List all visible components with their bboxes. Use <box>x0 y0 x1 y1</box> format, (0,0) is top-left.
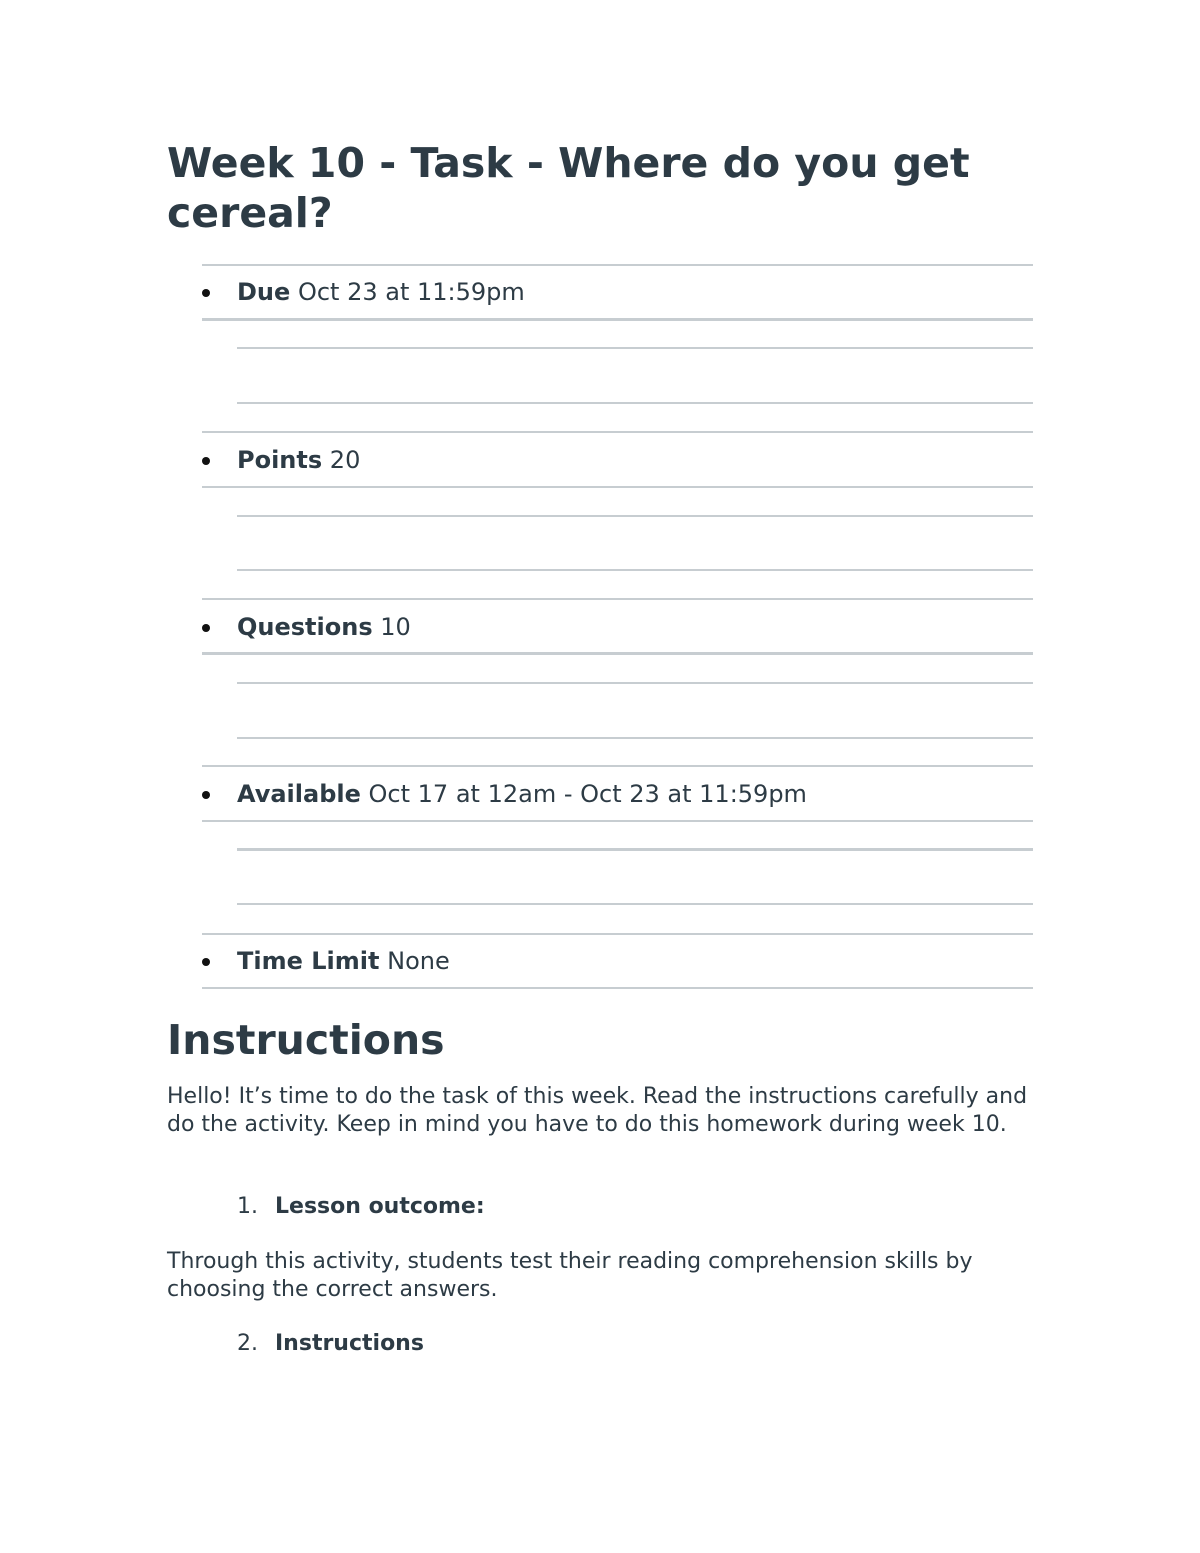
divider <box>237 515 1033 517</box>
detail-label: Points <box>237 446 323 474</box>
divider <box>202 264 1033 266</box>
divider <box>237 903 1033 905</box>
detail-value: None <box>387 947 450 975</box>
instructions-intro: Hello! It’s time to do the task of this week. Read the instructions carefully and do the activity. Keep in mind you have to do this homework during week 10. <box>167 1084 1028 1137</box>
numbered-item-instructions <box>237 1330 424 1358</box>
detail-value: Oct 17 at 12am - Oct 23 at 11:59pm <box>368 780 807 808</box>
detail-item-time-limit <box>202 946 1033 976</box>
detail-label: Time Limit <box>237 947 380 975</box>
detail-value: Oct 23 at 11:59pm <box>297 278 525 306</box>
lesson-outcome-text: Through this activity, students test their reading comprehension skills by choosing the correct answers. <box>167 1249 973 1302</box>
divider <box>202 431 1033 433</box>
bullet-icon <box>202 624 210 632</box>
item-number: 2. <box>237 1331 258 1356</box>
divider <box>237 848 1033 851</box>
detail-label: Available <box>237 780 361 808</box>
bullet-icon <box>202 958 210 966</box>
detail-value: 10 <box>380 613 411 641</box>
divider <box>202 765 1033 767</box>
divider <box>202 820 1033 822</box>
item-label: Instructions <box>275 1331 424 1356</box>
divider <box>237 569 1033 571</box>
divider <box>237 682 1033 684</box>
detail-item-available <box>202 779 1033 809</box>
divider <box>202 933 1033 935</box>
bullet-icon <box>202 457 210 465</box>
numbered-item-lesson-outcome <box>237 1193 485 1221</box>
detail-label: Questions <box>237 613 373 641</box>
divider <box>202 318 1033 321</box>
bullet-icon <box>202 791 210 799</box>
detail-item-questions <box>202 612 1033 642</box>
divider <box>202 598 1033 600</box>
divider <box>202 652 1033 655</box>
item-label: Lesson outcome: <box>275 1194 485 1219</box>
divider <box>237 347 1033 349</box>
item-number: 1. <box>237 1194 258 1219</box>
bullet-icon <box>202 289 210 297</box>
detail-item-due <box>202 277 1033 307</box>
detail-value: 20 <box>329 446 361 474</box>
detail-label: Due <box>237 278 291 306</box>
page-title: Week 10 - Task - Where do you get cereal? <box>167 139 970 237</box>
divider <box>237 737 1033 739</box>
detail-item-points <box>202 445 1033 475</box>
instructions-heading: Instructions <box>167 1016 445 1064</box>
divider <box>202 987 1033 989</box>
divider <box>202 486 1033 488</box>
divider <box>237 402 1033 404</box>
